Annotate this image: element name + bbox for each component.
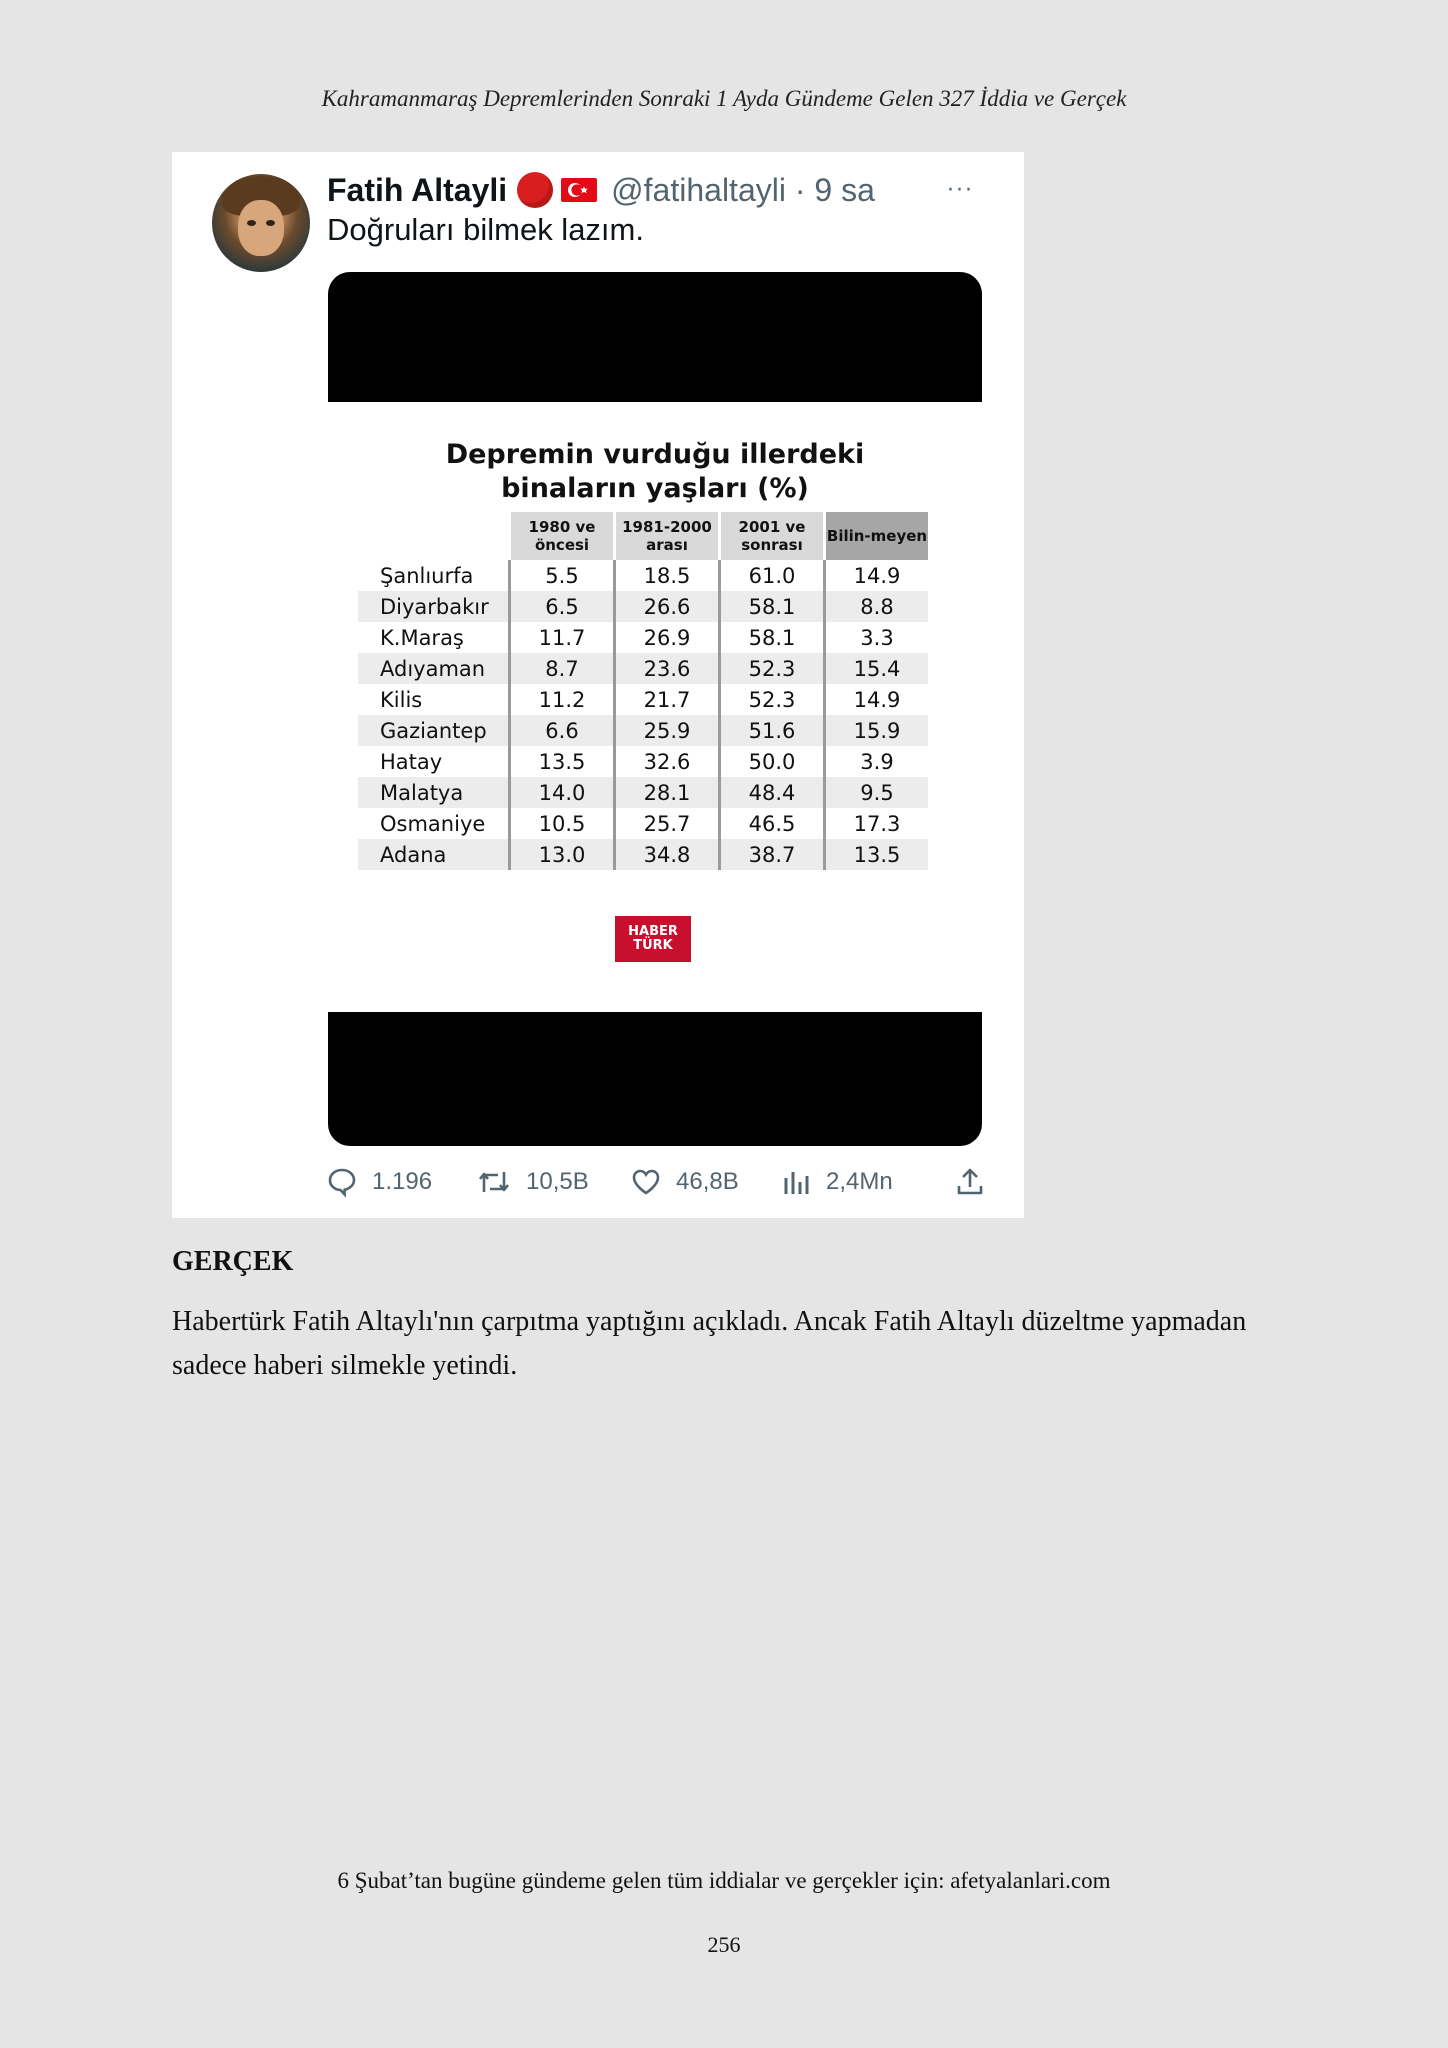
value-cell: 50.0 — [718, 746, 823, 777]
value-cell: 15.9 — [823, 715, 928, 746]
page-number: 256 — [707, 1932, 741, 1957]
value-cell: 9.5 — [823, 777, 928, 808]
reply-count: 1.196 — [372, 1168, 433, 1195]
province-cell: Hatay — [380, 749, 443, 774]
province-cell: Adıyaman — [358, 653, 508, 684]
value-cell: 14.9 — [823, 684, 928, 715]
value-cell: 25.9 — [613, 715, 718, 746]
table-row — [358, 560, 928, 591]
value-cell: 14.0 — [508, 777, 613, 808]
footer-note: 6 Şubat’tan bugüne gündeme gelen tüm iddialar ve gerçekler için: afetyalanlari.com — [337, 1868, 1111, 1893]
body-paragraph: Habertürk Fatih Altaylı'nın çarpıtma yaptığını açıkladı. Ancak Fatih Altaylı düzeltme yapmadan sadece haberi silmekle yetindi. — [172, 1306, 1247, 1381]
province-cell: K.Maraş — [380, 625, 464, 650]
value-cell: 25.7 — [613, 808, 718, 839]
value-cell: 38.7 — [718, 839, 823, 870]
view-count: 2,4Mn — [826, 1168, 893, 1195]
haberturk-logo — [615, 916, 691, 962]
table-row — [358, 622, 928, 653]
value-cell: 28.1 — [613, 777, 718, 808]
table-row — [358, 808, 928, 839]
value-cell: 52.3 — [718, 653, 823, 684]
heart-icon — [630, 1166, 662, 1198]
table-row — [358, 715, 928, 746]
value-cell: 13.5 — [823, 839, 928, 870]
value-cell: 8.7 — [508, 653, 613, 684]
share-button[interactable] — [954, 1160, 1000, 1204]
value-cell: 15.4 — [823, 653, 928, 684]
bar-chart-icon — [782, 1166, 812, 1198]
value-cell: 6.6 — [508, 715, 613, 746]
value-cell: 51.6 — [718, 715, 823, 746]
value-cell: 3.3 — [823, 622, 928, 653]
province-cell: Osmaniye — [380, 811, 486, 836]
table-row — [358, 684, 928, 715]
views-button[interactable] — [782, 1160, 893, 1204]
value-cell: 8.8 — [823, 591, 928, 622]
value-cell: 58.1 — [718, 591, 823, 622]
value-cell: 6.5 — [508, 591, 613, 622]
value-cell: 10.5 — [508, 808, 613, 839]
value-cell: 52.3 — [718, 684, 823, 715]
tweet-text: Doğruları bilmek lazım. — [327, 212, 644, 247]
value-cell: 58.1 — [718, 622, 823, 653]
value-cell: 13.5 — [508, 746, 613, 777]
author-name: Fatih Altayli — [327, 171, 508, 208]
title-line-2: binaların yaşları (%) — [501, 473, 809, 504]
value-cell: 61.0 — [718, 560, 823, 591]
tweet-actions — [326, 1160, 1006, 1204]
like-count: 46,8B — [676, 1168, 739, 1195]
value-cell: 26.6 — [613, 591, 718, 622]
value-cell: 21.7 — [613, 684, 718, 715]
author-handle: @fatihaltayli · 9 sa — [611, 171, 875, 208]
section-heading: GERÇEK — [172, 1246, 294, 1277]
red-circle-icon — [517, 172, 553, 208]
value-cell: 14.9 — [823, 560, 928, 591]
province-cell: Adana — [358, 839, 508, 870]
province-cell: Kilis — [380, 687, 423, 712]
table-row — [358, 839, 928, 870]
province-cell: Gaziantep — [358, 715, 508, 746]
empty-header — [358, 512, 508, 560]
province-cell: Malatya — [358, 777, 508, 808]
value-cell: 48.4 — [718, 777, 823, 808]
value-cell: 23.6 — [613, 653, 718, 684]
like-button[interactable] — [630, 1160, 739, 1204]
value-cell: 34.8 — [613, 839, 718, 870]
avatar — [212, 174, 310, 272]
col-header: Bilin-meyen — [823, 512, 928, 560]
value-cell: 17.3 — [823, 808, 928, 839]
retweet-button[interactable] — [476, 1160, 589, 1204]
title-line-1: Depremin vurduğu illerdeki — [445, 439, 865, 470]
table-row — [358, 653, 928, 684]
more-options-icon: ··· — [947, 178, 974, 203]
col-header: 2001 ve sonrası — [718, 512, 823, 560]
value-cell: 5.5 — [508, 560, 613, 591]
value-cell: 46.5 — [718, 808, 823, 839]
reply-icon — [326, 1166, 358, 1198]
value-cell: 26.9 — [613, 622, 718, 653]
table-row — [358, 777, 928, 808]
share-icon — [954, 1166, 986, 1198]
value-cell: 11.7 — [508, 622, 613, 653]
table-row — [358, 746, 928, 777]
running-header: Kahramanmaraş Depremlerinden Sonraki 1 Ayda Gündeme Gelen 327 İddia ve Gerçek — [321, 86, 1127, 111]
building-age-table — [358, 512, 928, 870]
logo-text-1: HABER — [628, 924, 678, 939]
value-cell: 3.9 — [823, 746, 928, 777]
province-cell: Şanlıurfa — [380, 563, 474, 588]
retweet-icon — [476, 1166, 512, 1198]
infographic-title — [328, 438, 982, 506]
reply-button[interactable] — [326, 1160, 432, 1204]
tweet-image — [328, 272, 982, 1146]
province-cell: Diyarbakır — [358, 591, 508, 622]
col-header: 1981-2000 arası — [613, 512, 718, 560]
table-header-row — [358, 512, 928, 560]
value-cell: 18.5 — [613, 560, 718, 591]
table-row — [358, 591, 928, 622]
value-cell: 13.0 — [508, 839, 613, 870]
turkey-flag-icon — [561, 178, 597, 202]
tweet-header — [327, 168, 875, 212]
retweet-count: 10,5B — [526, 1168, 589, 1195]
value-cell: 32.6 — [613, 746, 718, 777]
infographic — [328, 402, 982, 1012]
tweet-screenshot — [172, 152, 1024, 1218]
value-cell: 11.2 — [508, 684, 613, 715]
col-header: 1980 ve öncesi — [508, 512, 613, 560]
logo-text-2: TÜRK — [633, 938, 673, 953]
